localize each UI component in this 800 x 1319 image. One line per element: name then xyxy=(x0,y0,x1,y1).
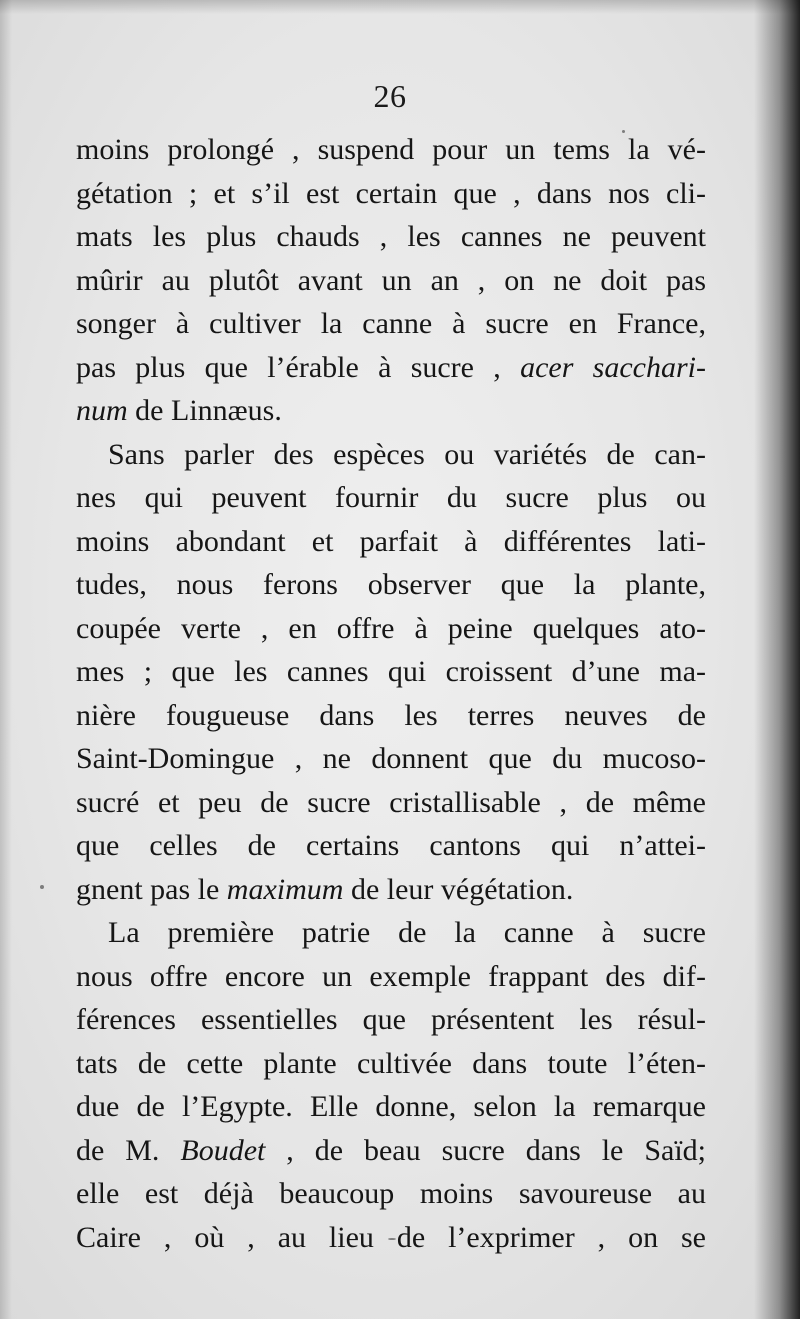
text-line: coupée verte , en offre à peine quelques ato- xyxy=(76,611,706,645)
text-line: tats de cette plante cultivée dans toute l’éten- xyxy=(76,1046,706,1080)
text-line: férences essentielles que présentent les résul- xyxy=(76,1003,706,1036)
page-number: 26 xyxy=(373,78,407,114)
text-line: tudes, nous ferons observer que la plante, xyxy=(76,568,706,601)
text-line: mûrir au plutôt avant un an , on ne doit pas xyxy=(76,263,706,297)
body-text xyxy=(76,128,706,1259)
scan-top-shadow xyxy=(0,0,800,14)
scan-left-shadow xyxy=(0,0,12,1319)
text-line: gétation ; et s’il est certain que , dans nos cli- xyxy=(76,176,706,210)
text-line: gnent pas le maximum de leur végétation. xyxy=(76,872,574,906)
text-line: songer à cultiver la canne à sucre en France, xyxy=(76,307,706,340)
text-line: mats les plus chauds , les cannes ne peuvent xyxy=(76,220,706,253)
text-line: moins prolongé , suspend pour un tems la vé- xyxy=(76,133,706,166)
text-line: nous offre encore un exemple frappant des dif- xyxy=(76,959,706,993)
paragraph-start-line: Sans parler des espèces ou variétés de can- xyxy=(108,437,706,471)
text-line: num de Linnæus. xyxy=(76,394,282,427)
text-line: Caire , où , au lieu de l’exprimer , on se xyxy=(76,1220,706,1254)
text-line: nes qui peuvent fournir du sucre plus ou xyxy=(76,481,706,514)
text-line: due de l’Egypte. Elle donne, selon la remarque xyxy=(76,1090,706,1123)
text-line: sucré et peu de sucre cristallisable , de même xyxy=(76,785,706,819)
text-line: que celles de certains cantons qui n’attei- xyxy=(76,829,706,862)
text-line: pas plus que l’érable à sucre , acer sacchari- xyxy=(76,350,706,384)
text-line: nière fougueuse dans les terres neuves de xyxy=(76,698,706,732)
text-line: Saint-Domingue , ne donnent que du mucoso- xyxy=(76,742,706,775)
text-line: de M. Boudet , de beau sucre dans le Saïd; xyxy=(76,1133,706,1167)
text-line: moins abondant et parfait à différentes lati- xyxy=(76,524,706,558)
text-line: elle est déjà beaucoup moins savoureuse au xyxy=(76,1177,706,1210)
ink-speck xyxy=(40,885,44,889)
scan-right-shadow xyxy=(754,0,800,1319)
paragraph-start-line: La première patrie de la canne à sucre xyxy=(108,916,706,949)
text-line: mes ; que les cannes qui croissent d’une ma- xyxy=(76,655,706,688)
